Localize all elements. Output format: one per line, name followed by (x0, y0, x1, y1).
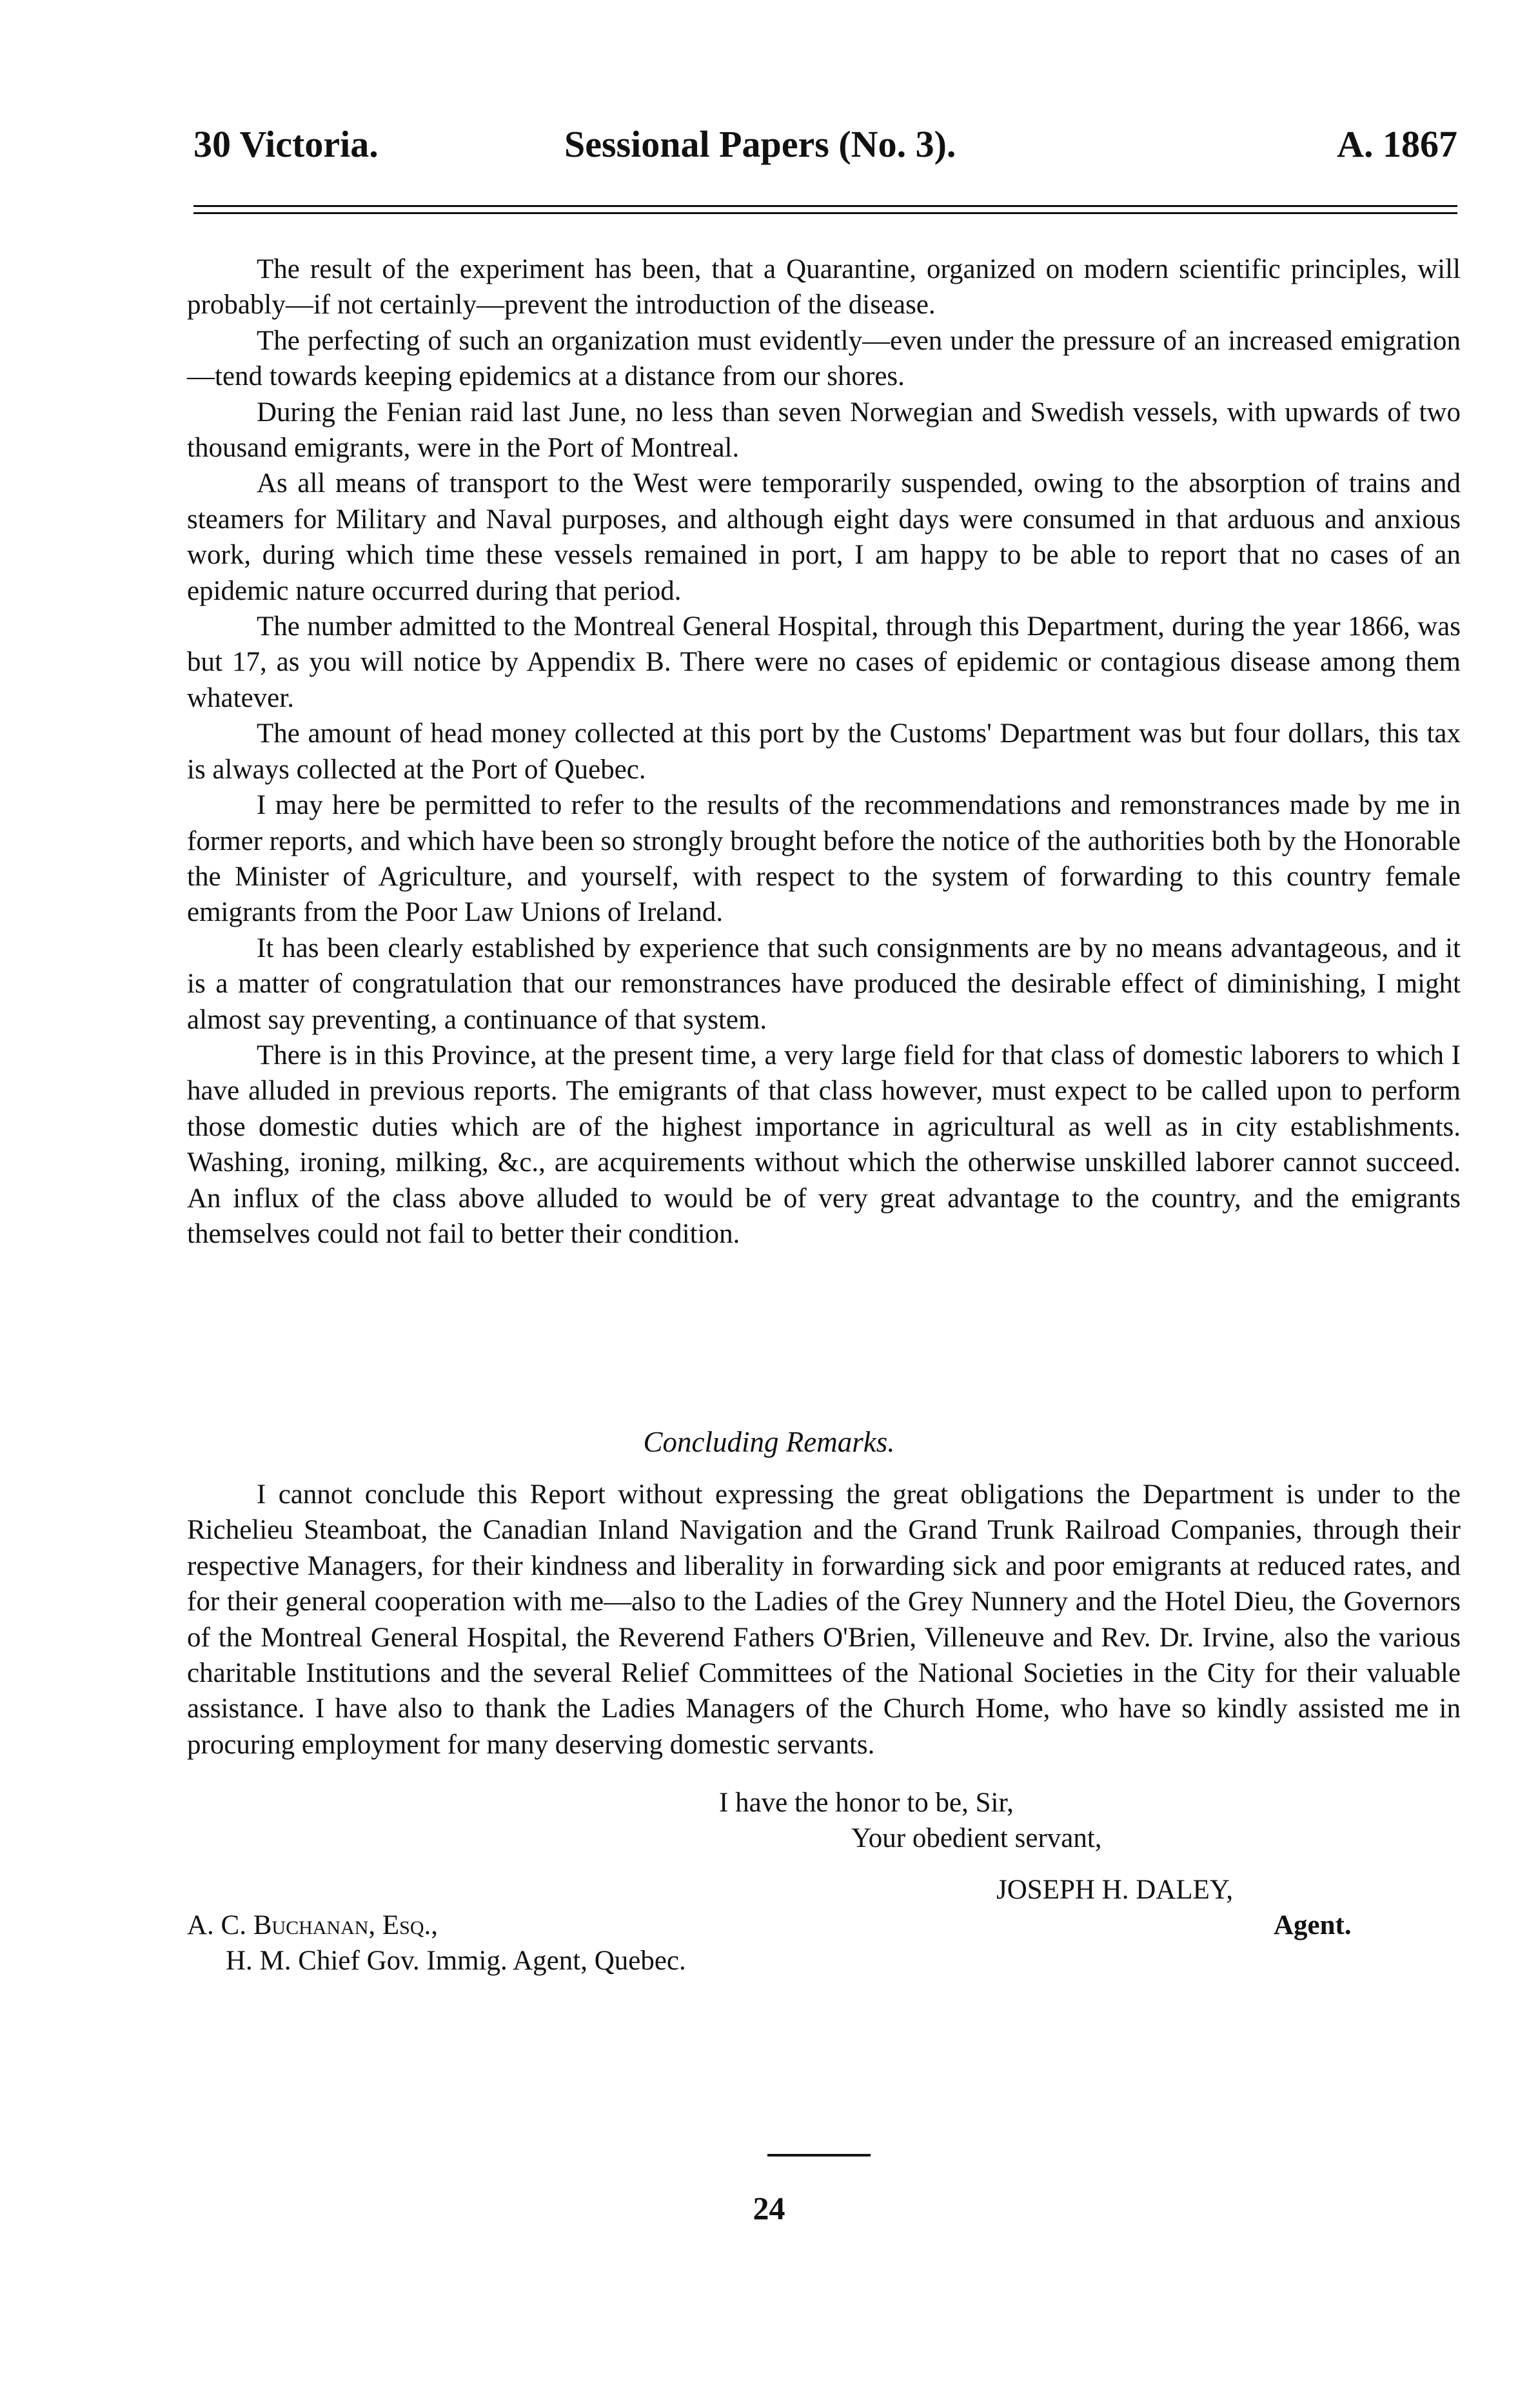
footer-rule (767, 2154, 871, 2156)
report-body (187, 252, 1461, 1252)
paragraph-transport: As all means of transport to the West were temporarily suspended, owing to the absorption of trains and steamers for Military and Naval purposes, and although eight days were consumed in that arduous and anxious work, during which time these vessels remained in port, I am happy to be able to report that no cases of an epidemic nature occurred during that period. (187, 468, 1461, 606)
closing-line-honor: I have the honor to be, Sir, (719, 1788, 1014, 1818)
header-series: Sessional Papers (No. 3). (564, 123, 956, 165)
section-heading: Concluding Remarks. (643, 1426, 895, 1458)
concluding-remarks (187, 1477, 1461, 1762)
paragraph-consignments: It has been clearly established by experience that such consignments are by no means advantageous, and it is a matter of congratulation that our remonstrances have produced the desirable effect of diminishing, I might almost say preventing, a continuance of that system. (187, 933, 1461, 1035)
paragraph-fenian-raid: During the Fenian raid last June, no less than seven Norwegian and Swedish vessels, with upwards of two thousand emigrants, were in the Port of Montreal. (187, 397, 1461, 464)
addressee-position: H. M. Chief Gov. Immig. Agent, Quebec. (226, 1946, 686, 1976)
addressee-name: A. C. Buchanan, Esq., (187, 1910, 439, 1940)
paragraph-domestic-laborers: There is in this Province, at the present time, a very large field for that class of domestic laborers to which I have alluded in previous reports. The emigrants of that class however, must expect to be called upon to perform those domestic duties which are of the highest importance in agricultural as well as in city establishments. Washing, ironing, milking, &c., are acquirements without which the otherwise unskilled laborer cannot succeed. An influx of the class above alluded to would be of very great advantage to the country, and the emigrants themselves could not fail to better their condition. (187, 1040, 1461, 1249)
paragraph-head-money: The amount of head money collected at this port by the Customs' Department was but four dollars, this tax is always collected at the Port of Quebec. (187, 718, 1461, 785)
header-volume: 30 Victoria. (193, 123, 379, 165)
closing-line-servant: Your obedient servant, (851, 1823, 1102, 1853)
paragraph-conclusion: I cannot conclude this Report without expressing the great obligations the Department is under to the Richelieu Steamboat, the Canadian Inland Navigation and the Grand Trunk Railroad Companies, through their respective Managers, for their kindness and liberality in forwarding sick and poor emigrants at reduced rates, and for their general cooperation with me—also to the Ladies of the Grey Nunnery and the Hotel Dieu, the Governors of the Montreal General Hospital, the Reverend Fathers O'Brien, Villeneuve and Rev. Dr. Irvine, also the various charitable Institutions and the several Relief Committees of the National Societies in the City for their valuable assistance. I have also to thank the Ladies Managers of the Church Home, who have so kindly assisted me in procuring employment for many deserving domestic servants. (187, 1479, 1461, 1760)
paragraph-organization: The perfecting of such an organization must evidently—even under the pressure of an increased emigration—tend towards keeping epidemics at a distance from our shores. (187, 325, 1461, 392)
paragraph-quarantine: The result of the experiment has been, that a Quarantine, organized on modern scientific principles, will probably—if not certainly—prevent the introduction of the disease. (187, 254, 1461, 321)
signature-title: Agent. (1274, 1910, 1352, 1940)
signature-name: JOSEPH H. DALEY, (996, 1875, 1234, 1905)
header-double-rule (193, 205, 1457, 214)
paragraph-remonstrances: I may here be permitted to refer to the results of the recommendations and remonstrances made by me in former reports, and which have been so strongly brought before the notice of the authorities both by the Honorable the Minister of Agriculture, and yourself, with respect to the system of forwarding to this country female emigrants from the Poor Law Unions of Ireland. (187, 790, 1461, 928)
running-header (193, 123, 1457, 181)
page-number: 24 (753, 2190, 785, 2226)
header-year: A. 1867 (1337, 123, 1457, 165)
paragraph-hospital: The number admitted to the Montreal General Hospital, through this Department, during the year 1866, was but 17, as you will notice by Appendix B. There were no cases of epidemic or contagious disease among them whatever. (187, 611, 1461, 713)
